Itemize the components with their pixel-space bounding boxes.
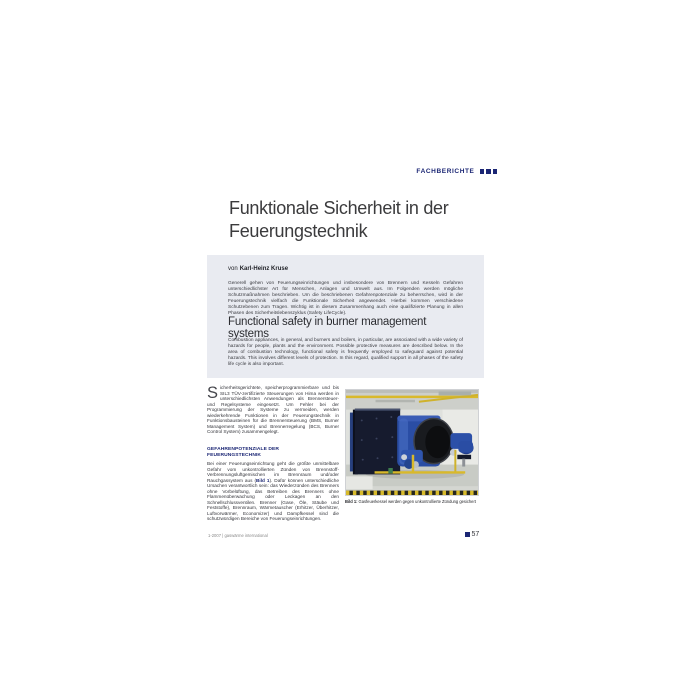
english-title: Functional safety in burner management systems [228, 316, 427, 340]
body-column-left [207, 385, 339, 435]
figure-reference: Bild 1 [256, 477, 270, 483]
footer-issue: 1-2007 | gaswärme international [208, 533, 268, 538]
paragraph-2-text-after: ). Dafür können unterschiedliche Ursachen verantwortlich sein: das Wiederzünden des Brenners ohne Vorbelüftung, das Betreiben des Brenners ohne Flammenüberwachung oder Leckagen an den Schnellschlussventilen. Brenner (Gase, Öle, Stäube und Feststoffe), Brennraum, Wärmetauscher (Erhitzer, Überhitzer, Luftvorwärmer, Economizer) und Dampfkessel sind die schutzwürdigen Bereiche von Feuerungseinrichtungen. [207, 477, 339, 521]
footer-pagination [465, 531, 479, 538]
marker-square-icon [480, 169, 485, 174]
marker-square-icon [486, 169, 491, 174]
dropcap: S [207, 384, 219, 402]
section-label: FACHBERICHTE [416, 168, 475, 175]
section-heading: GEFAHRENPOTENZIALE DER FEUERUNGSTECHNIK [207, 447, 280, 459]
figure-1 [345, 389, 479, 504]
byline-prefix: von [228, 266, 238, 272]
article-title: Funktionale Sicherheit in der Feuerungstechnik [229, 198, 449, 241]
boiler-room-photo [345, 389, 479, 496]
section-kicker [416, 168, 497, 175]
figure-caption [345, 499, 479, 504]
abstract-box [207, 255, 484, 378]
figure-caption-label: Bild 1: [345, 499, 358, 504]
author-name: Karl-Heinz Kruse [239, 266, 289, 272]
body-paragraph-1 [207, 385, 339, 435]
abstract-english: Combustion appliances, in general, and burners and boilers, in particular, are associated with a wide variety of hazards for people, plants and the environment. Possible protective measures are described below. In the area of combustion technology, functional safety is frequently employed to safeguard against potential hazards. This involves different levels of protection. In this regard, qualified support in all phases of the safety life cycle is also important. [228, 338, 463, 367]
figure-caption-text: Gasfeuerkessel werden gegen unkontrollierte Zündung gesichert [358, 499, 476, 504]
paragraph-2-text-before: Bei einer Feuerungseinrichtung geht die größte unmittelbare Gefahr vom unkontrollierten Zünden von Brennstoff-Verbrennungsluftgemischen im Brennraum und/oder Rauchgassystem aus ( [207, 461, 339, 483]
page-number: 57 [471, 531, 480, 538]
section-marker-squares [480, 169, 498, 174]
marker-square-icon [493, 169, 498, 174]
paragraph-1-text: icherheitsgerichtete, speicherprogrammierbare und bis SIL3 TÜV-zertifizierte Steuerungen von Hima werden in unterschiedlichsten Anwendungen als Brennersteuer- und Regelsysteme eingesetzt. Um Fehler bei der Programmierung der Systeme zu vermeiden, werden wiederkehrende Funktionen in der Feuerungstechnik in Funktionsbausteinen für die Brennersteuerung (BMS, Burner Management System) und Brennerregelung (BCS, Burner Control System) zusammengelegt. [207, 385, 339, 434]
byline [228, 266, 288, 272]
abstract-german: Generell gehen von Feuerungseinrichtungen und insbesondere von Brennern und Kesseln Gefahren unterschiedlichster Art für Menschen, Anlagen und Umwelt aus. Im Folgenden werden mögliche Schutzmaßnahmen beschrieben. Um die beschriebenen Gefahrenpotenziale zu beherrschen, wird in der Feuerungstechnik vielfach die Funktionale Sicherheit angewendet. Hierbei kommen verschiedene Schutzebenen zum Tragen. Wichtig ist in diesem Zusammenhang auch eine qualifizierte Planung in allen Phasen des Sicherheitslebenszyklus (Safety LifeCycle). [228, 281, 463, 316]
footer-square-icon [465, 532, 470, 537]
body-paragraph-2 [207, 461, 339, 522]
